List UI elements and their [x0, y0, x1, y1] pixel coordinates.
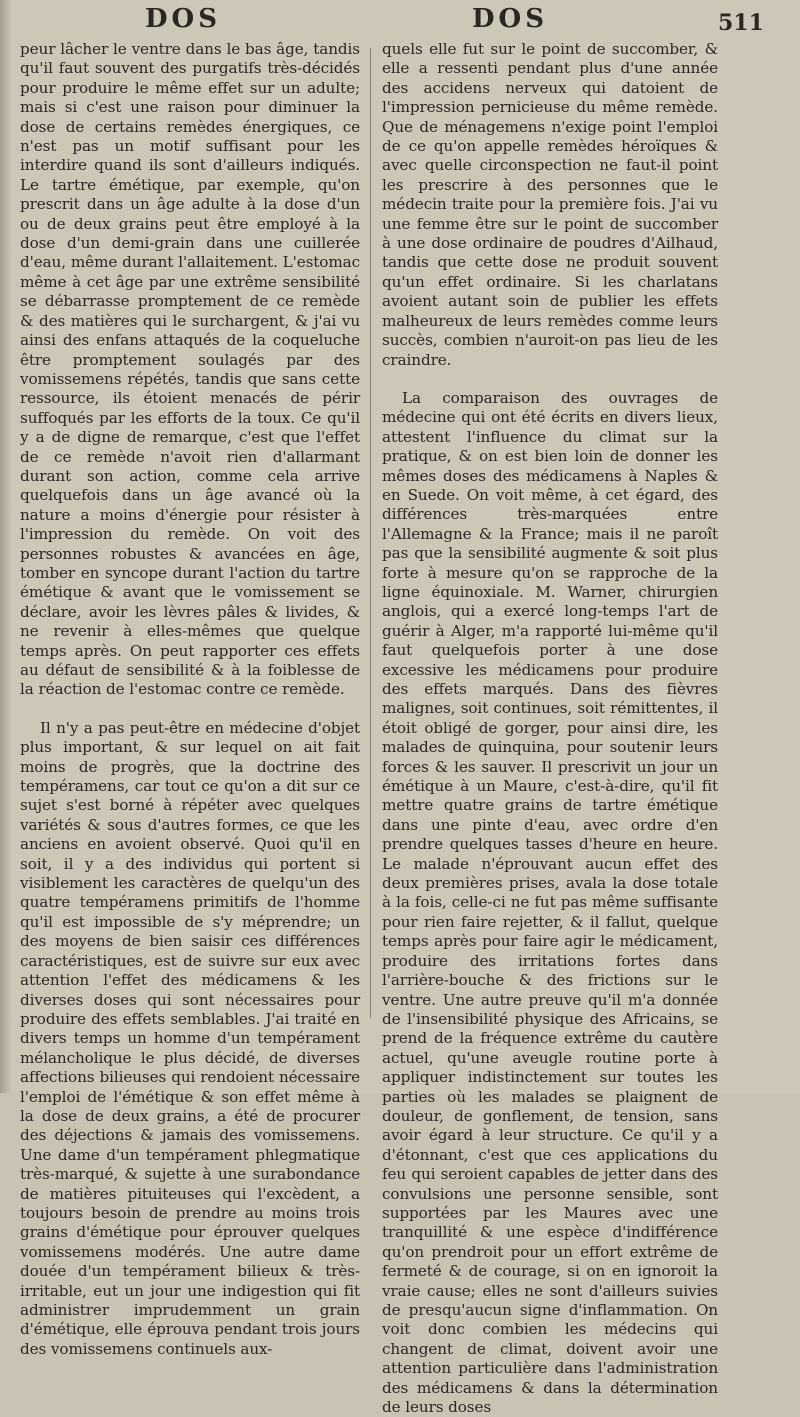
page-gutter-shadow — [0, 0, 12, 1093]
right-paragraph-1: quels elle fut sur le point de succomber, & elle a ressenti pendant plus d'une année des accidens nerveux qui datoient de l'impression pernicieuse du même remède. Que de ménagemens n'exige point l'emploi de ce qu'on appelle remèdes héroïques & avec quelle circonspection ne faut-il point les prescrire à des personnes que le médecin traite pour la première fois. J'ai vu une femme être sur le point de succomber à une dose ordinaire de poudres d'Ailhaud, tandis que cette dose ne produit souvent qu'un effet ordinaire. Si les charlatans avoient autant soin de publier les effets malheureux de leurs remèdes comme leurs succès, combien n'auroit-on pas lieu de les craindre. — [382, 40, 718, 369]
right-paragraph-2: La comparaison des ouvrages de médecine qui ont été écrits en divers lieux, attestent l'influence du climat sur la pratique, & on est bien loin de donner les mêmes doses des médicamens à Naples & en Suede. On voit même, à cet égard, des différences très-marquées entre l'Allemagne & la France; mais il ne paroît pas que la sensibilité augmente & soit plus forte à mesure qu'on se rapproche de la ligne équinoxiale. M. Warner, chirurgien anglois, qui a exercé long-temps l'art de guérir à Alger, m'a rapporté lui-même qu'il faut quelquefois porter à une dose excessive les médicamens pour produire des effets marqués. Dans des fièvres malignes, soit continues, soit rémittentes, il étoit obligé de gorger, pour ainsi dire, les malades de quinquina, pour soutenir leurs forces & les sauver. Il prescrivit un jour un émétique à un Maure, c'est-à-dire, qu'il fit mettre quatre grains de tartre émétique dans une pinte d'eau, avec ordre d'en prendre quelques tasses d'heure en heure. Le malade n'éprouvant aucun effet des deux premières prises, avala la dose totale à la fois, celle-ci ne fut pas même suffisante pour rien faire rejetter, & il fallut, quelque temps après pour faire agir le médicament, produire des irritations fortes dans l'arrière-bouche & des frictions sur le ventre. Une autre preuve qu'il m'a donnée de l'insensibilité physique des Africains, se prend de la fréquence extrême du cautère actuel, qu'une aveugle routine porte à appliquer indistinctement sur toutes les parties où les malades se plaignent de douleur, de gonflement, de tension, sans avoir égard à leur structure. Ce qu'il y a d'étonnant, c'est que ces applications du feu qui seroient capables de jetter dans des convulsions une personne sensible, sont supportées par les Maures avec une tranquillité & une espèce d'indifférence qu'on prendroit pour un effort extrême de fermeté & de courage, si on en ignoroit la vraie cause; elles ne sont d'ailleurs suivies de presqu'aucun signe d'inflammation. On voit donc combien les médecins qui changent de climat, doivent avoir une attention particulière dans l'administration des médicamens & dans la détermination de leurs doses — [382, 388, 718, 1417]
running-head — [0, 4, 800, 40]
left-column — [20, 40, 360, 1359]
right-column — [382, 40, 718, 1417]
running-head-right: DOS — [472, 4, 548, 34]
page-number: 511 — [718, 10, 764, 36]
left-paragraph-1: peur lâcher le ventre dans le bas âge, tandis qu'il faut souvent des purgatifs très-décidés pour produire le même effet sur un adulte; mais si c'est une raison pour diminuer la dose de certains remèdes énergiques, ce n'est pas un motif suffisant pour les interdire quand ils sont d'ailleurs indiqués. Le tartre émétique, par exemple, qu'on prescrit dans un âge adulte à la dose d'un ou de deux grains peut être employé à la dose d'un demi-grain dans une cuillerée d'eau, même durant l'allaitement. L'estomac même à cet âge par une extrême sensibilité se débarrasse promptement de ce remède & des matières qui le surchargent, & j'ai vu ainsi des enfans attaqués de la coqueluche être promptement soulagés par des vomissemens répétés, tandis que sans cette ressource, ils étoient menacés de périr suffoqués par les efforts de la toux. Ce qu'il y a de digne de remarque, c'est que l'effet de ce remède n'avoit rien d'allarmant durant son action, comme cela arrive quelquefois dans un âge avancé où la nature a moins d'énergie pour résister à l'impression du remède. On voit des personnes robustes & avancées en âge, tomber en syncope durant l'action du tartre émétique & avant que le vomissement se déclare, avoir les lèvres pâles & livides, & ne revenir à elles-mêmes que quelque temps après. On peut rapporter ces effets au défaut de sensibilité & à la foiblesse de la réaction de l'estomac contre ce remède. — [20, 40, 360, 699]
left-paragraph-2: Il n'y a pas peut-être en médecine d'objet plus important, & sur lequel on ait fait moins de progrès, que la doctrine des tempéramens, car tout ce qu'on a dit sur ce sujet s'est borné à répéter avec quelques variétés & sous d'autres formes, ce que les anciens en avoient observé. Quoi qu'il en soit, il y a des individus qui portent si visiblement les caractères de quelqu'un des quatre tempéramens primitifs de l'homme qu'il est impossible de s'y méprendre; un des moyens de bien saisir ces différences caractéristiques, est de suivre sur eux avec attention l'effet des médicamens & les diverses doses qui sont nécessaires pour produire des effets semblables. J'ai traité en divers temps un homme d'un tempérament mélancholique le plus décidé, de diverses affections bilieuses qui rendoient nécessaire l'emploi de l'émétique & son effet même à la dose de deux grains, a été de procurer des déjections & jamais des vomissemens. Une dame d'un tempérament phlegmatique très-marqué, & sujette à une surabondance de matières pituiteuses qui l'excèdent, a toujours besoin de prendre au moins trois grains d'émétique pour éprouver quelques vomissemens modérés. Une autre dame douée d'un tempérament bilieux & très-irritable, eut un jour une indigestion qui fit administrer imprudemment un grain d'émétique, elle éprouva pendant trois jours des vomissemens continuels aux- — [20, 718, 360, 1358]
column-divider — [370, 48, 371, 1018]
running-head-left: DOS — [145, 4, 221, 34]
